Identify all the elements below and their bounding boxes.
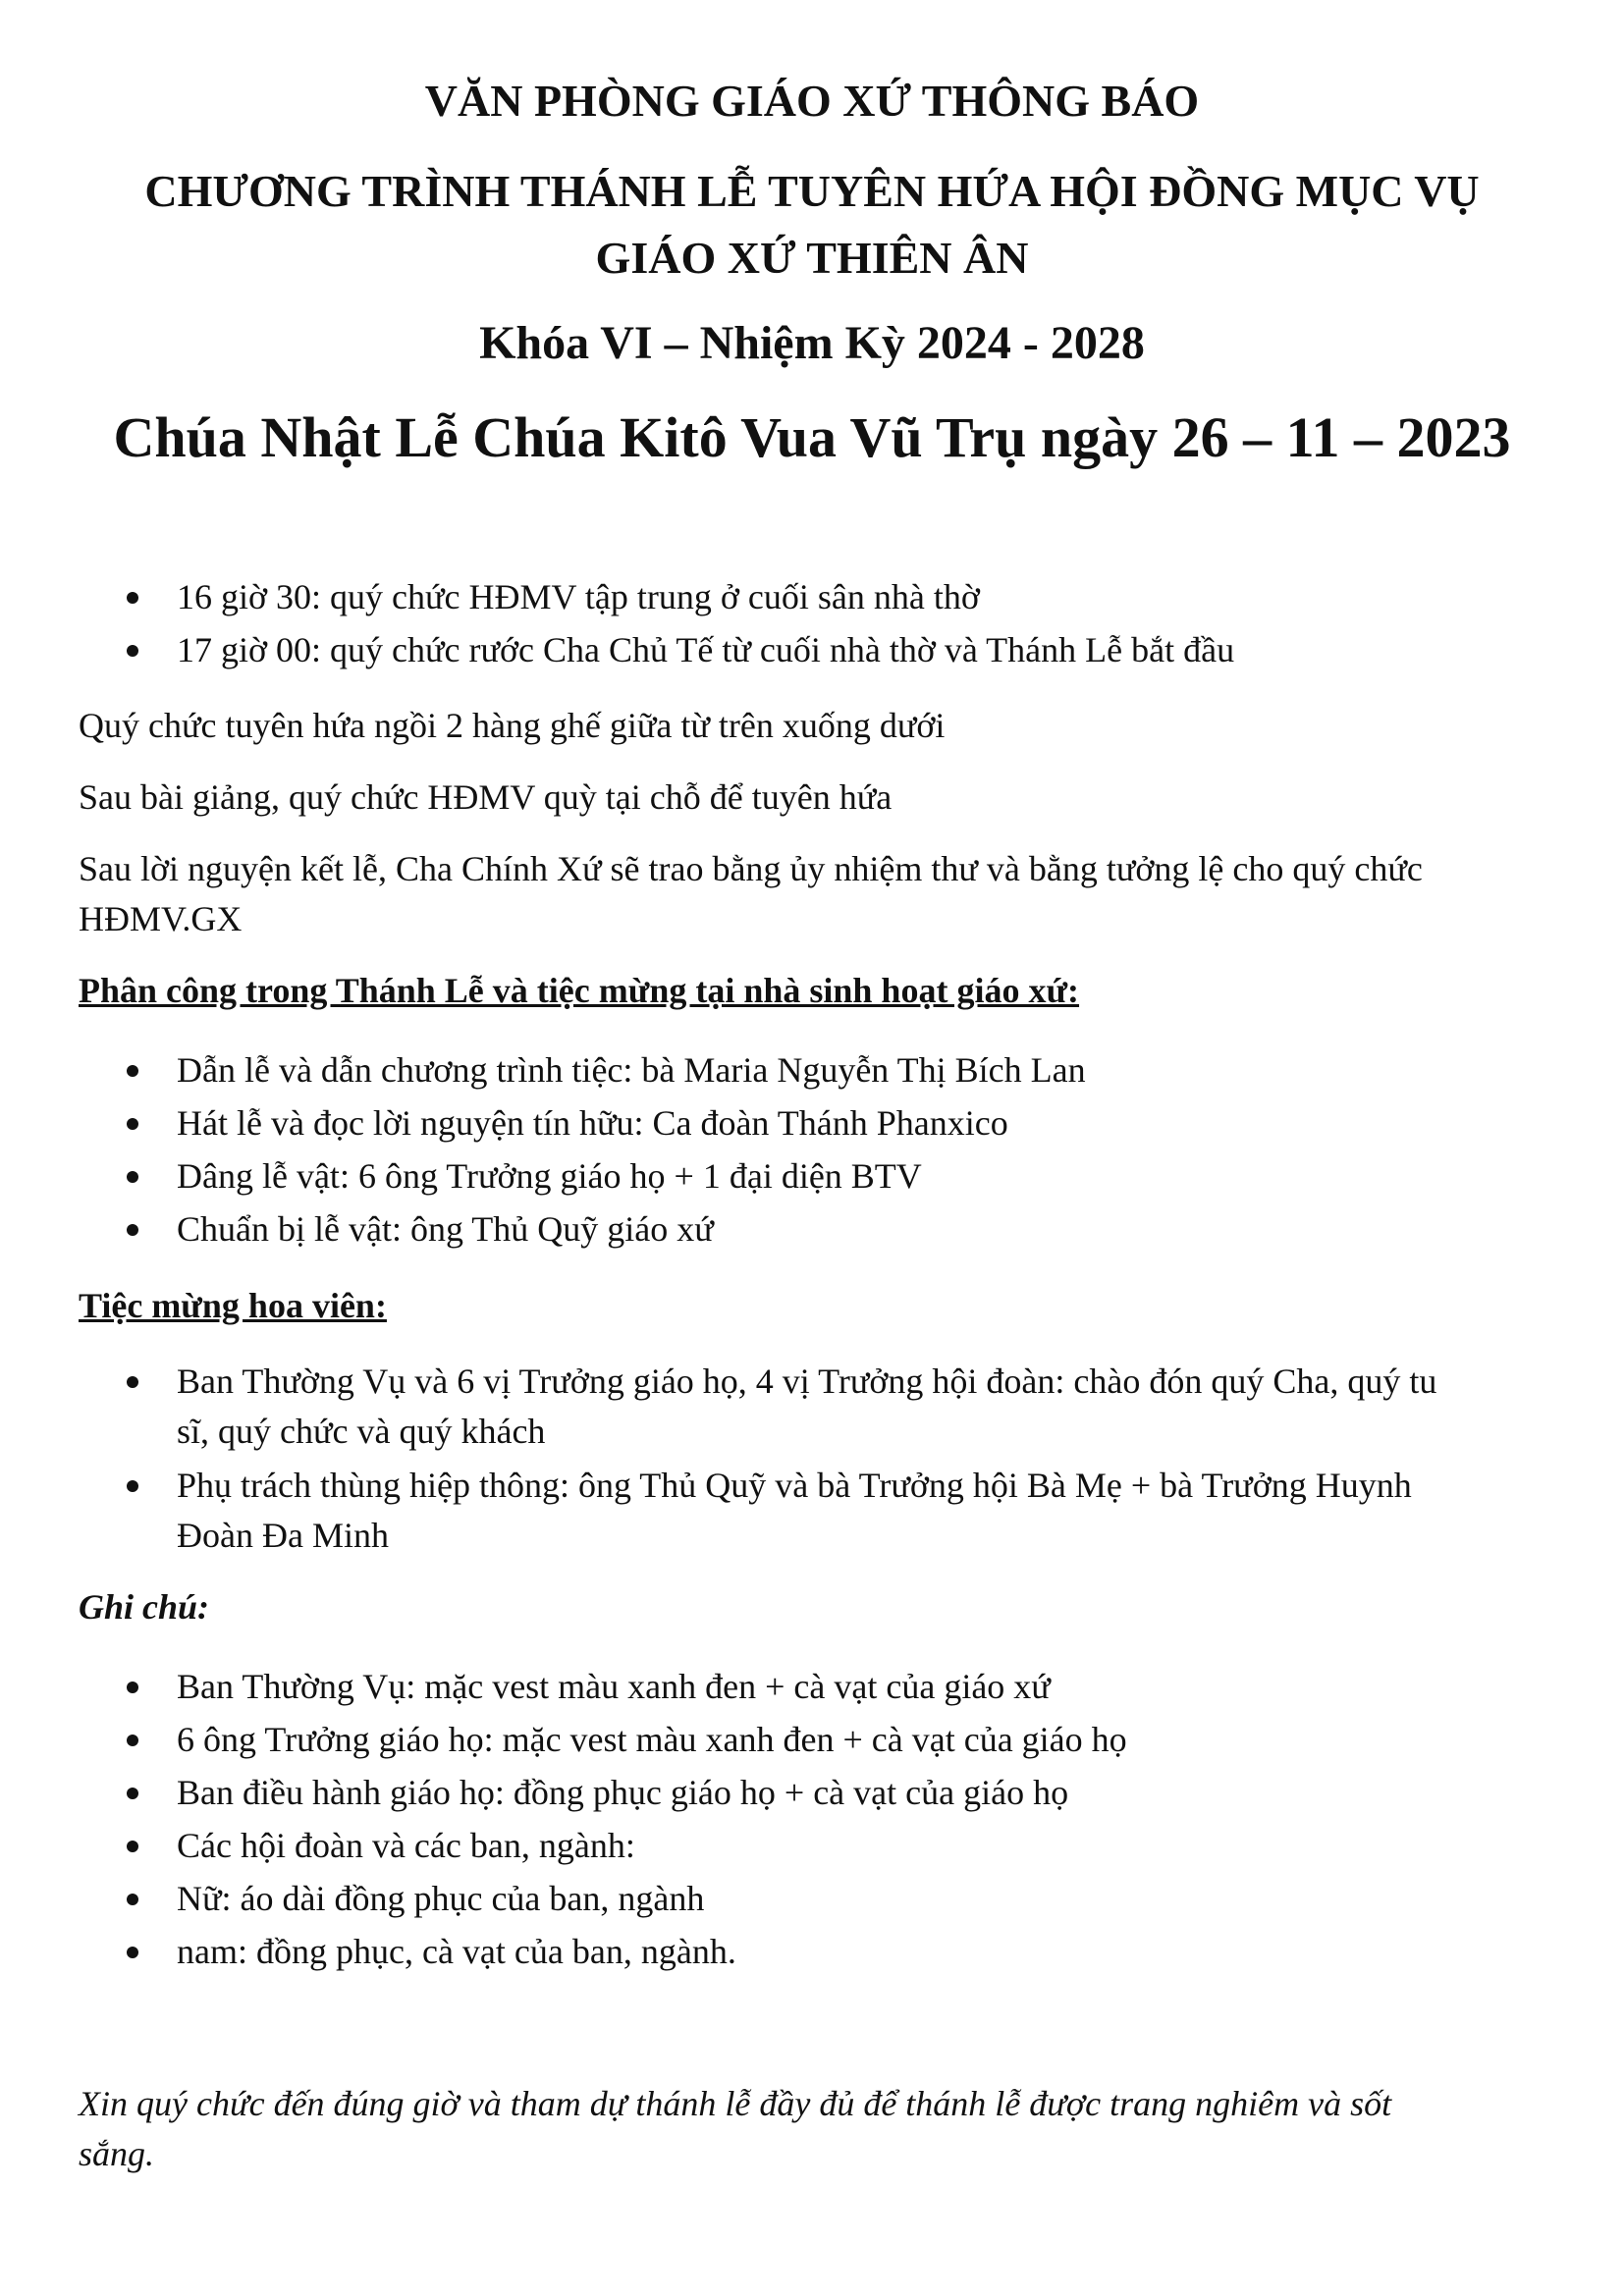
program-title-line-1: CHƯƠNG TRÌNH THÁNH LỄ TUYÊN HỨA HỘI ĐỒNG MỤC VỤ <box>144 166 1480 216</box>
bullet-icon <box>127 1376 138 1388</box>
bullet-icon <box>127 1841 138 1852</box>
bullet-icon <box>127 1118 138 1130</box>
bullet-icon <box>127 1065 138 1077</box>
paragraph: Quý chức tuyên hứa ngồi 2 hàng ghế giữa từ trên xuống dưới <box>79 706 946 745</box>
note-item: Các hội đoàn và các ban, ngành: <box>177 1826 635 1865</box>
bullet-icon <box>127 592 138 604</box>
note-item: Ban Thường Vụ: mặc vest màu xanh đen + cà vạt của giáo xứ <box>177 1667 1051 1706</box>
schedule-item: 16 giờ 30: quý chức HĐMV tập trung ở cuối sân nhà thờ <box>177 577 980 616</box>
schedule-item: 17 giờ 00: quý chức rước Cha Chủ Tế từ cuối nhà thờ và Thánh Lễ bắt đầu <box>177 630 1235 669</box>
assignment-item: Dâng lễ vật: 6 ông Trưởng giáo họ + 1 đại diện BTV <box>177 1156 922 1196</box>
bullet-icon <box>127 1947 138 1958</box>
office-title: VĂN PHÒNG GIÁO XỨ THÔNG BÁO <box>424 76 1200 126</box>
notes-heading: Ghi chú: <box>79 1587 210 1627</box>
reception-item: Ban Thường Vụ và 6 vị Trưởng giáo họ, 4 vị Trưởng hội đoàn: chào đón quý Cha, quý tu <box>177 1362 1437 1401</box>
note-item: Nữ: áo dài đồng phục của ban, ngành <box>177 1879 705 1918</box>
bullet-icon <box>127 1224 138 1236</box>
assignment-item: Chuẩn bị lễ vật: ông Thủ Quỹ giáo xứ <box>177 1209 714 1249</box>
term-title: Khóa VI – Nhiệm Kỳ 2024 - 2028 <box>479 317 1145 369</box>
date-title: Chúa Nhật Lễ Chúa Kitô Vua Vũ Trụ ngày 26 – 11 – 2023 <box>113 405 1511 469</box>
assignment-item: Dẫn lễ và dẫn chương trình tiệc: bà Maria Nguyễn Thị Bích Lan <box>177 1050 1086 1090</box>
note-item: 6 ông Trưởng giáo họ: mặc vest màu xanh đen + cà vạt của giáo họ <box>177 1720 1127 1759</box>
closing-line-1: Xin quý chức đến đúng giờ và tham dự thánh lễ đầy đủ để thánh lễ được trang nghiêm và sốt <box>79 2084 1392 2123</box>
bullet-icon <box>127 1894 138 1905</box>
paragraph: HĐMV.GX <box>79 899 243 938</box>
reception-item: Phụ trách thùng hiệp thông: ông Thủ Quỹ và bà Trưởng hội Bà Mẹ + bà Trưởng Huynh <box>177 1466 1412 1505</box>
bullet-icon <box>127 1735 138 1746</box>
assignment-item: Hát lễ và đọc lời nguyện tín hữu: Ca đoàn Thánh Phanxico <box>177 1103 1008 1143</box>
program-title-line-2: GIÁO XỨ THIÊN ÂN <box>595 233 1029 283</box>
bullet-icon <box>127 645 138 657</box>
bullet-icon <box>127 1788 138 1799</box>
assignments-heading: Phân công trong Thánh Lễ và tiệc mừng tại nhà sinh hoạt giáo xứ: <box>79 971 1080 1010</box>
reception-item-continued: sĩ, quý chức và quý khách <box>177 1412 546 1451</box>
paragraph: Sau lời nguyện kết lễ, Cha Chính Xứ sẽ trao bằng ủy nhiệm thư và bằng tưởng lệ cho quý chức <box>79 849 1423 888</box>
reception-heading: Tiệc mừng hoa viên: <box>79 1286 387 1325</box>
closing-line-2: sắng. <box>79 2134 155 2173</box>
bullet-icon <box>127 1171 138 1183</box>
paragraph: Sau bài giảng, quý chức HĐMV quỳ tại chỗ để tuyên hứa <box>79 777 893 817</box>
bullet-icon <box>127 1480 138 1492</box>
note-item: Ban điều hành giáo họ: đồng phục giáo họ + cà vạt của giáo họ <box>177 1773 1069 1812</box>
bullet-icon <box>127 1682 138 1693</box>
note-item: nam: đồng phục, cà vạt của ban, ngành. <box>177 1932 736 1971</box>
reception-item-continued: Đoàn Đa Minh <box>177 1516 389 1555</box>
